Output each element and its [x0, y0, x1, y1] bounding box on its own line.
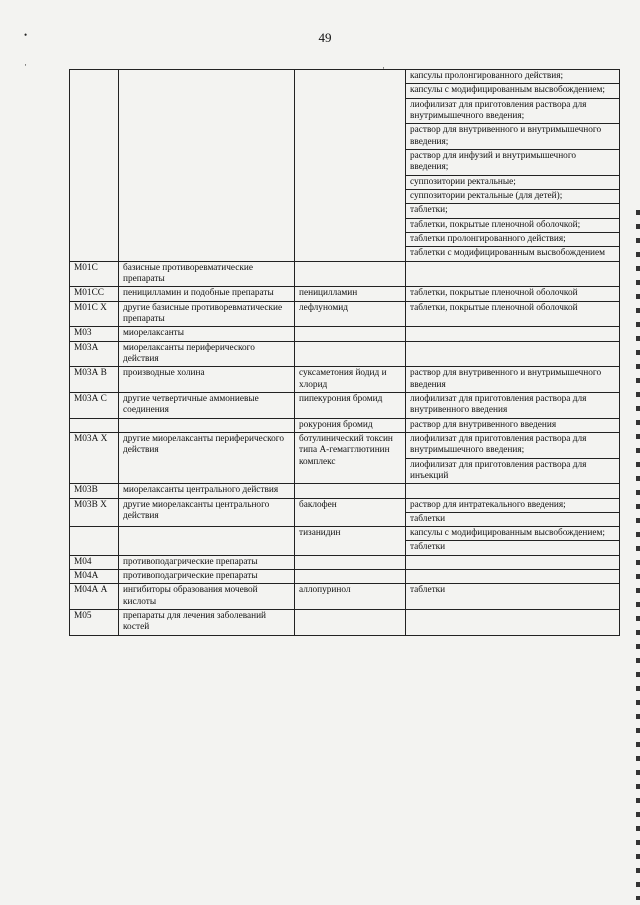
dosage-form-cell: суппозитории ректальные;: [406, 175, 620, 189]
drug-name-cell: [295, 484, 406, 498]
dosage-form-cell: капсулы пролонгированного действия;: [406, 70, 620, 84]
atc-code-cell: [70, 527, 119, 556]
drug-name-cell: [295, 610, 406, 636]
group-name-cell: базисные противоревматические препараты: [119, 261, 295, 287]
group-name-cell: препараты для лечения заболеваний костей: [119, 610, 295, 636]
dosage-form-cell: таблетки: [406, 512, 620, 526]
table-row: [70, 418, 620, 432]
dosage-form-cell: таблетки: [406, 584, 620, 610]
scan-mark: ·: [382, 63, 385, 73]
drug-name-cell: рокурония бромид: [295, 418, 406, 432]
group-name-cell: другие базисные противоревматические препараты: [119, 301, 295, 327]
atc-code-cell: М03А В: [70, 367, 119, 393]
atc-code-cell: М05: [70, 610, 119, 636]
group-name-cell: противоподагрические препараты: [119, 570, 295, 584]
scan-mark: ·: [24, 60, 27, 70]
dosage-form-cell: капсулы с модифицированным высвобождением;: [406, 84, 620, 98]
dosage-form-cell: суппозитории ректальные (для детей);: [406, 189, 620, 203]
table-row: [70, 392, 620, 418]
drug-name-cell: [295, 341, 406, 367]
dosage-form-cell: [406, 484, 620, 498]
group-name-cell: миорелаксанты: [119, 327, 295, 341]
drug-name-cell: баклофен: [295, 498, 406, 527]
atc-code-cell: [70, 418, 119, 432]
dosage-form-cell: лиофилизат для приготовления раствора для внутримышечного введения;: [406, 98, 620, 124]
dosage-form-cell: [406, 341, 620, 367]
dosage-form-cell: таблетки, покрытые пленочной оболочкой: [406, 287, 620, 301]
table-row: [70, 341, 620, 367]
dosage-form-cell: раствор для внутривенного и внутримышечного введения: [406, 367, 620, 393]
dosage-form-cell: раствор для интратекального введения;: [406, 498, 620, 512]
table-row: [70, 570, 620, 584]
dosage-form-cell: раствор для инфузий и внутримышечного введения;: [406, 149, 620, 175]
table-row: [70, 287, 620, 301]
atc-code-cell: М01С Х: [70, 301, 119, 327]
table-row: [70, 432, 620, 458]
scan-mark: •: [24, 30, 28, 40]
dosage-form-cell: таблетки: [406, 541, 620, 555]
table-row: [70, 484, 620, 498]
group-name-cell: пеницилламин и подобные препараты: [119, 287, 295, 301]
scan-edge-artifact: [636, 210, 640, 900]
table-row: [70, 367, 620, 393]
table-row: [70, 584, 620, 610]
drug-name-cell: лефлуномид: [295, 301, 406, 327]
table-row: [70, 498, 620, 512]
dosage-form-cell: таблетки с модифицированным высвобождением: [406, 247, 620, 261]
group-name-cell: производные холина: [119, 367, 295, 393]
table-row: [70, 527, 620, 541]
drug-name-cell: пипекурония бромид: [295, 392, 406, 418]
drug-name-cell: суксаметония йодид и хлорид: [295, 367, 406, 393]
table-row: [70, 327, 620, 341]
dosage-form-cell: капсулы с модифицированным высвобождением;: [406, 527, 620, 541]
group-name-cell: миорелаксанты периферического действия: [119, 341, 295, 367]
dosage-form-cell: лиофилизат для приготовления раствора для внутримышечного введения;: [406, 432, 620, 458]
atc-code-cell: М03А: [70, 341, 119, 367]
atc-code-cell: М03: [70, 327, 119, 341]
table-row: [70, 301, 620, 327]
drug-name-cell: пеницилламин: [295, 287, 406, 301]
drug-name-cell: тизанидин: [295, 527, 406, 556]
atc-code-cell: М01СС: [70, 287, 119, 301]
dosage-form-cell: [406, 327, 620, 341]
group-name-cell: ингибиторы образования мочевой кислоты: [119, 584, 295, 610]
table-row: [70, 555, 620, 569]
page-number: 49: [318, 30, 332, 45]
drug-name-cell: [295, 570, 406, 584]
atc-code-cell: М04А А: [70, 584, 119, 610]
drug-table: [69, 69, 620, 636]
drug-name-cell: [295, 70, 406, 262]
group-name-cell: другие миорелаксанты центрального действия: [119, 498, 295, 527]
dosage-form-cell: таблетки пролонгированного действия;: [406, 232, 620, 246]
dosage-form-cell: [406, 555, 620, 569]
dosage-form-cell: лиофилизат для приготовления раствора для внутривенного введения: [406, 392, 620, 418]
atc-code-cell: М04А: [70, 570, 119, 584]
atc-code-cell: [70, 70, 119, 262]
dosage-form-cell: таблетки, покрытые пленочной оболочкой;: [406, 218, 620, 232]
dosage-form-cell: таблетки;: [406, 204, 620, 218]
atc-code-cell: М03В Х: [70, 498, 119, 527]
dosage-form-cell: [406, 610, 620, 636]
dosage-form-cell: раствор для внутривенного введения: [406, 418, 620, 432]
atc-code-cell: М01С: [70, 261, 119, 287]
drug-table-body: [70, 70, 620, 636]
drug-name-cell: [295, 261, 406, 287]
drug-name-cell: [295, 555, 406, 569]
group-name-cell: [119, 527, 295, 556]
group-name-cell: другие миорелаксанты периферического действия: [119, 432, 295, 483]
atc-code-cell: М03В: [70, 484, 119, 498]
group-name-cell: противоподагрические препараты: [119, 555, 295, 569]
table-row: [70, 70, 620, 84]
dosage-form-cell: таблетки, покрытые пленочной оболочкой: [406, 301, 620, 327]
dosage-form-cell: лиофилизат для приготовления раствора для инъекций: [406, 458, 620, 484]
atc-code-cell: М03А Х: [70, 432, 119, 483]
drug-name-cell: [295, 327, 406, 341]
group-name-cell: [119, 418, 295, 432]
atc-code-cell: М03А С: [70, 392, 119, 418]
dosage-form-cell: раствор для внутривенного и внутримышечного введения;: [406, 124, 620, 150]
group-name-cell: [119, 70, 295, 262]
group-name-cell: миорелаксанты центрального действия: [119, 484, 295, 498]
group-name-cell: другие четвертичные аммониевые соединения: [119, 392, 295, 418]
dosage-form-cell: [406, 570, 620, 584]
table-row: [70, 610, 620, 636]
dosage-form-cell: [406, 261, 620, 287]
drug-name-cell: ботулинический токсин типа А-гемагглютинин комплекс: [295, 432, 406, 483]
table-row: [70, 261, 620, 287]
drug-name-cell: аллопуринол: [295, 584, 406, 610]
atc-code-cell: М04: [70, 555, 119, 569]
